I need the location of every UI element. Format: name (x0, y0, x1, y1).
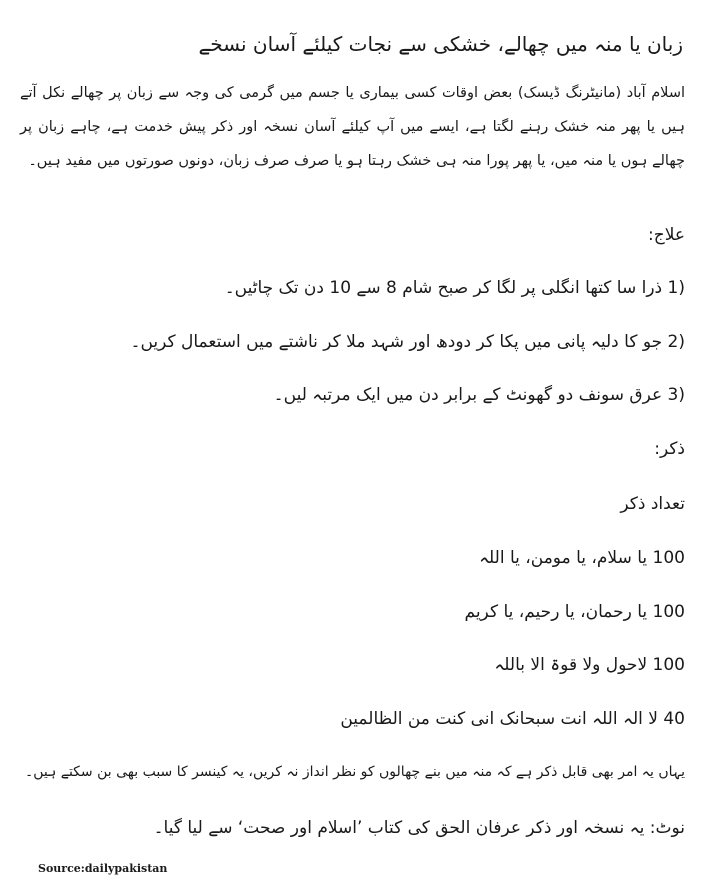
article-title: زبان یا منہ میں چھالے، خشکی سے نجات کیلئے آسان نسخے (198, 32, 683, 56)
zikr-item-4: 40 لا الہ اللہ انت سبحانک انی کنت من الظالمین (340, 709, 685, 729)
warning-text: یہاں یہ امر بھی قابل ذکر ہے کہ منہ میں بنے چھالوں کو نظر انداز نہ کریں، یہ کینسر کا سبب بھی بن سکتے ہیں۔ (25, 764, 685, 780)
remedy-item-1: (1 ذرا سا کتھا انگلی پر لگا کر صبح شام 8 سے 10 دن تک چاٹیں۔ (224, 278, 685, 298)
source-credit: Source:dailypakistan (38, 862, 168, 875)
zikr-item-1: 100 یا سلام، یا مومن، یا اللہ (479, 548, 685, 568)
note-text: نوٹ: یہ نسخہ اور ذکر عرفان الحق کی کتاب ’اسلام اور صحت‘ سے لیا گیا۔ (153, 818, 685, 838)
remedy-item-2: (2 جو کا دلیہ پانی میں پکا کر دودھ اور شہد ملا کر ناشتے میں استعمال کریں۔ (130, 332, 685, 352)
intro-paragraph: اسلام آباد (مانیٹرنگ ڈیسک) بعض اوقات کسی بیماری یا جسم میں گرمی کی وجہ سے زبان پر چھالے نکل آتے ہیں یا پھر منہ خشک رہنے لگتا ہے، ایسے میں آپ کیلئے آسان نسخہ اور ذکر پیش خدمت ہے، چاہے زبان پر چھالے ہوں یا منہ میں، یا پھر پورا منہ ہی خشک رہتا ہو یا صرف صرف زبان، دونوں صورتوں میں مفید ہیں۔ (20, 85, 685, 169)
remedy-item-3: (3 عرق سونف دو گھونٹ کے برابر دن میں ایک مرتبہ لیں۔ (273, 385, 685, 405)
zikr-count-label: تعداد ذکر (620, 494, 685, 514)
zikr-item-2: 100 یا رحمان، یا رحیم، یا کریم (464, 602, 685, 622)
treatment-heading: علاج: (648, 225, 685, 245)
zikr-heading: ذکر: (654, 439, 685, 459)
zikr-item-3: 100 لاحول ولا قوۃ الا باللہ (494, 655, 685, 675)
